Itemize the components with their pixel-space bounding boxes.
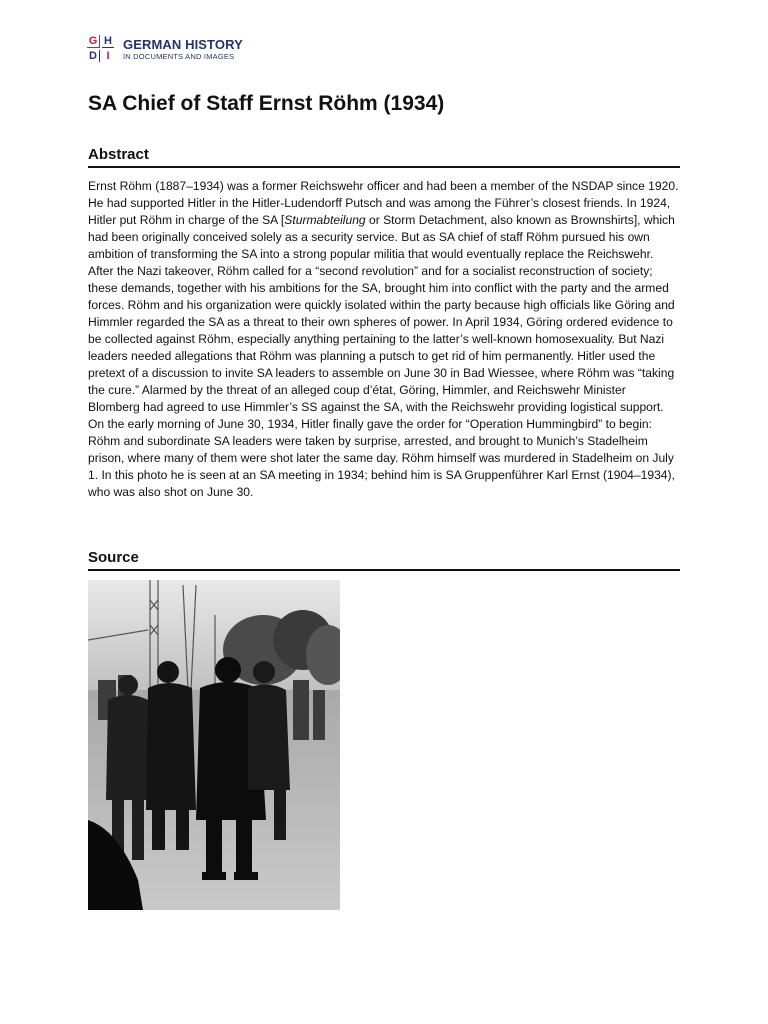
- logo-letter-g: G: [87, 35, 100, 48]
- logo-subtitle: IN DOCUMENTS AND IMAGES: [123, 51, 235, 61]
- abstract-heading: Abstract: [88, 146, 680, 168]
- page-title: SA Chief of Staff Ernst Röhm (1934): [88, 92, 445, 115]
- logo-letter-i: I: [106, 50, 110, 62]
- abstract-italic-term: Sturmabteilung: [284, 213, 366, 227]
- logo-title: GERMAN HISTORY: [123, 36, 243, 52]
- abstract-text: [88, 178, 680, 501]
- abstract-text-part-2: or Storm Detachment, also known as Brownshirts], which had been originally conceived solely as a security service. But as SA chief of staff Röhm pursued his own ambition of transforming the SA into a strong popular militia that would eventually replace the Reichswehr. After the Nazi takeover, Röhm called for a “second revolution” and for a socialist reconstruction of society; these demands, together with his ambitions for the SA, brought him into conflict with the party and the armed forces. Röhm and his organization were quickly isolated within the party because high officials like Göring and Himmler regarded the SA as a threat to their own spheres of power. In April 1934, Göring ordered evidence to be collected against Röhm, especially anything pertaining to the latter’s well-known homosexuality. But Nazi leaders needed allegations that Röhm was planning a putsch to get rid of him permanently. Hitler used the pretext of a discussion to invite SA leaders to assemble on June 30 in Bad Wiessee, where Röhm was “taking the cure.” Alarmed by the threat of an alleged coup d’état, Göring, Himmler, and Reichswehr Minister Blomberg had agreed to use Himmler’s SS against the SA, with the Reichswehr providing logistical support. On the early morning of June 30, 1934, Hitler finally gave the order for “Operation Hummingbird” to begin: Röhm and subordinate SA leaders were taken by surprise, arrested, and brought to Munich’s Stadelheim prison, where many of them were shot later the same day. Röhm himself was murdered in Stadelheim on July 1. In this photo he is seen at an SA meeting in 1934; behind him is SA Gruppenführer Karl Ernst (1904–1934), who was also shot on June 30.: [88, 213, 675, 499]
- ghdi-logo-mark: [87, 35, 115, 63]
- source-heading: Source: [88, 549, 680, 571]
- source-photo: [88, 580, 340, 910]
- abstract-text-part-1: Ernst Röhm (1887–1934) was a former Reichswehr officer and had been a member of the NSDAP since 1920. He had supported Hitler in the Hitler-Ludendorff Putsch and was among the Führer’s closest friends. In 1924, Hitler put Röhm in charge of the SA [: [88, 179, 679, 227]
- logo-wordmark: [123, 38, 243, 61]
- logo-letter-d: D: [87, 50, 100, 62]
- site-logo[interactable]: [87, 34, 243, 64]
- logo-letter-h: H: [102, 35, 114, 48]
- photo-illustration: [88, 580, 340, 910]
